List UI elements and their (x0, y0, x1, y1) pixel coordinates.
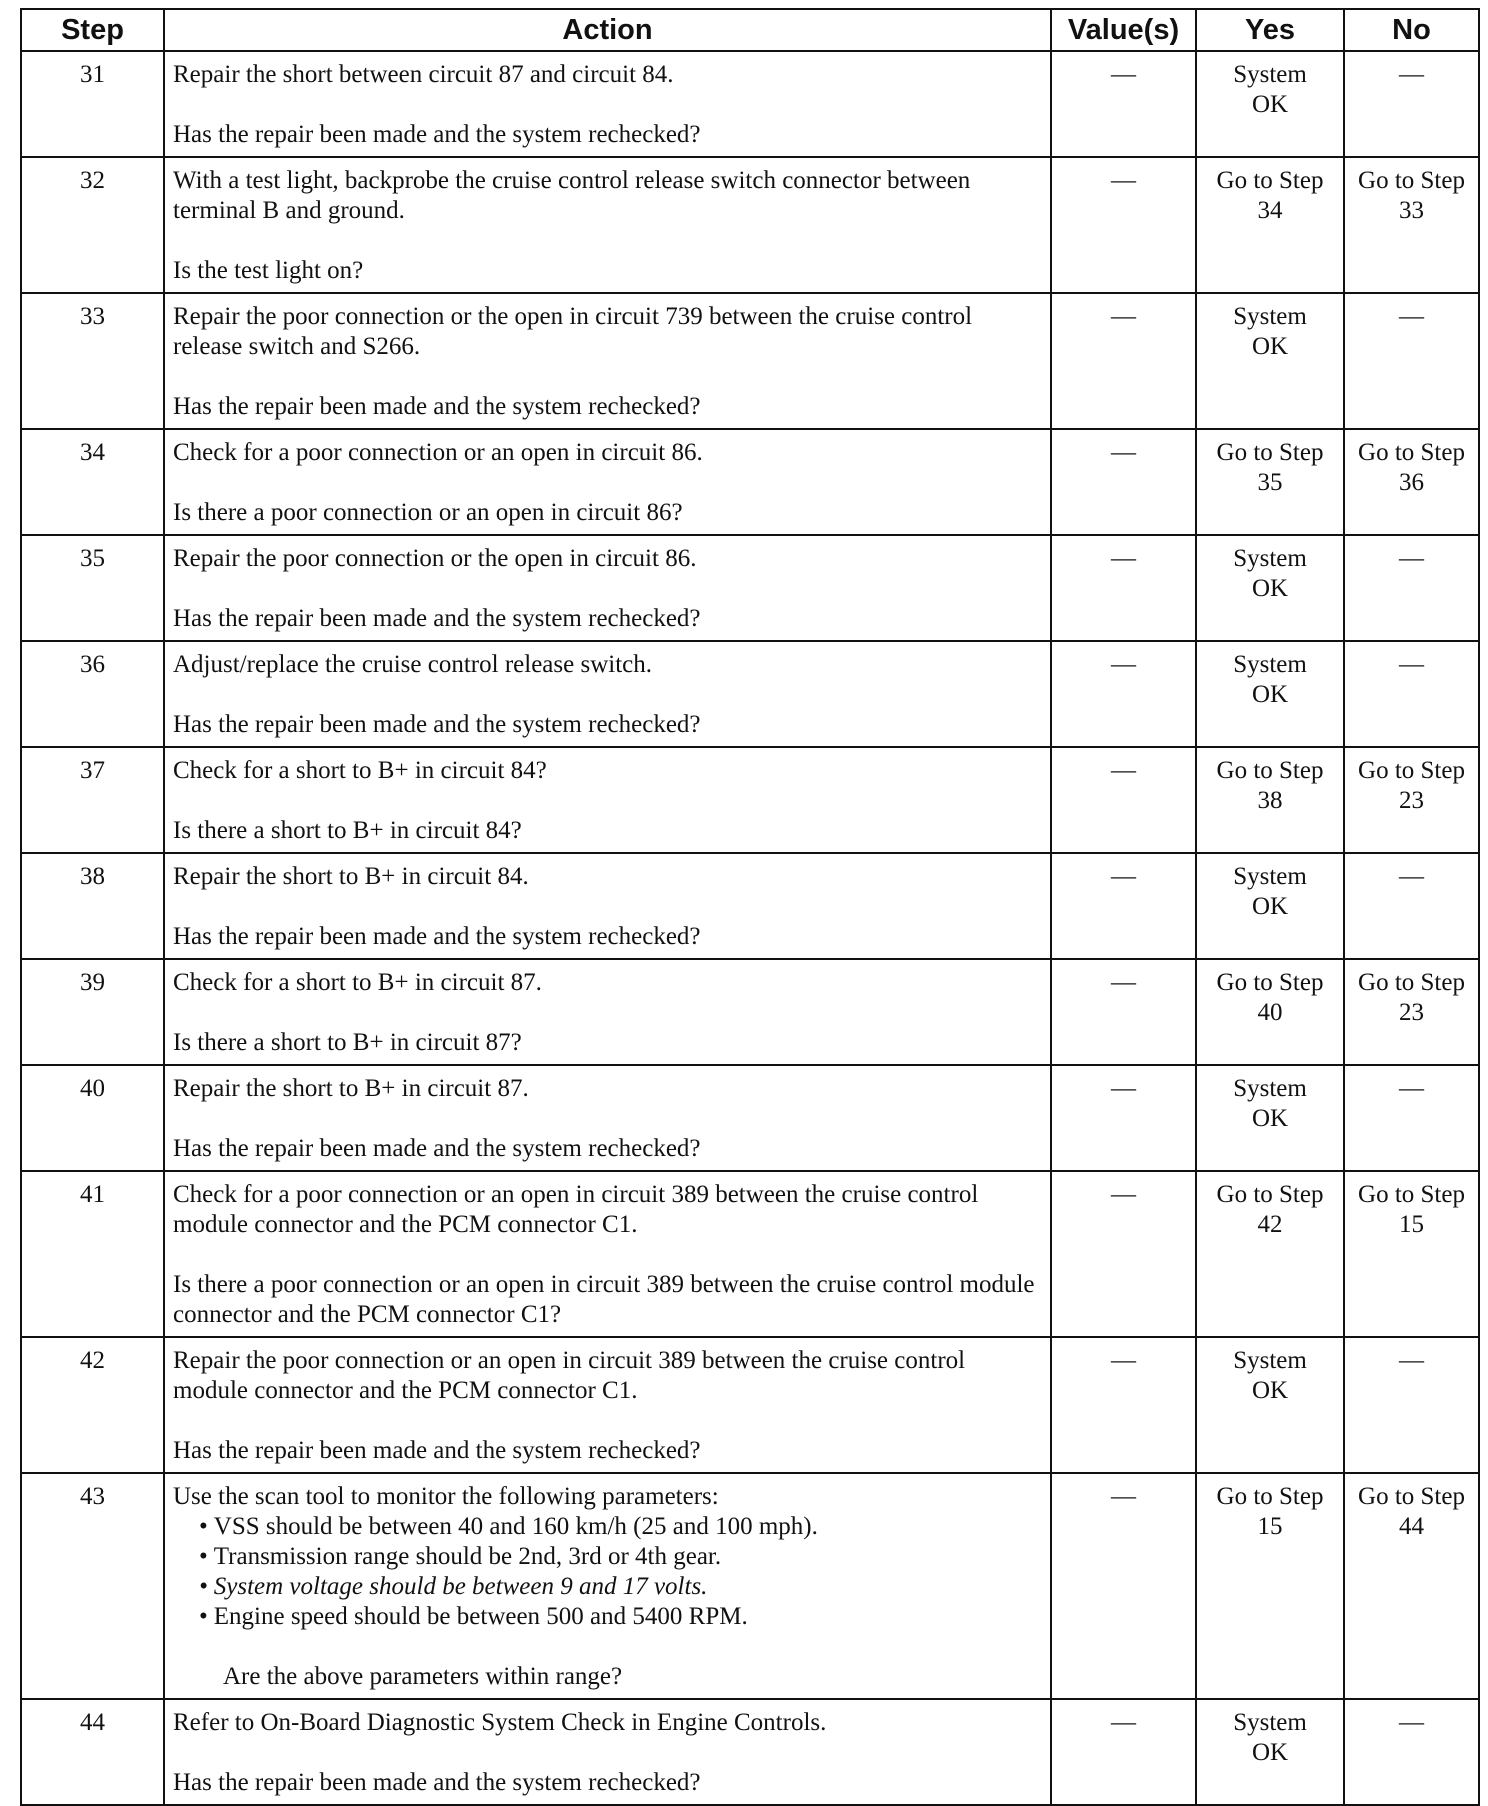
spacer (173, 1240, 1042, 1270)
spacer (173, 1104, 1042, 1134)
action-cell (164, 429, 1051, 535)
no-cell (1344, 641, 1479, 747)
yes-text: 42 (1257, 1211, 1283, 1238)
yes-cell (1196, 641, 1344, 747)
value-cell: — (1051, 641, 1196, 747)
step-number: 43 (21, 1473, 164, 1699)
yes-cell (1196, 959, 1344, 1065)
no-text: — (1399, 303, 1424, 330)
table-row (21, 747, 1479, 853)
step-number: 32 (21, 157, 164, 293)
spacer (173, 362, 1042, 392)
action-text: With a test light, backprobe the cruise control release switch connector between terminal B and ground. (173, 167, 971, 224)
header-action: Action (164, 9, 1051, 51)
no-text: — (1399, 863, 1424, 890)
yes-text: OK (1251, 575, 1289, 602)
no-text: 23 (1399, 999, 1424, 1026)
no-cell (1344, 293, 1479, 429)
question-text: Has the repair been made and the system rechecked? (173, 121, 701, 148)
yes-text: OK (1251, 681, 1289, 708)
yes-text: System (1233, 303, 1307, 330)
value-cell: — (1051, 1065, 1196, 1171)
question-text: Is the test light on? (173, 257, 364, 284)
spacer (173, 786, 1042, 816)
action-text: Repair the poor connection or an open in circuit 389 between the cruise control module connector and the PCM connector C1. (173, 1347, 966, 1404)
question-text: Has the repair been made and the system rechecked? (173, 923, 701, 950)
action-text: Repair the short between circuit 87 and circuit 84. (173, 61, 674, 88)
yes-text: System (1233, 61, 1307, 88)
no-cell (1344, 1699, 1479, 1805)
value-cell: — (1051, 1699, 1196, 1805)
no-text: Go to Step (1358, 757, 1465, 784)
table-row (21, 1473, 1479, 1699)
parameter-list (173, 1512, 1042, 1632)
no-cell (1344, 157, 1479, 293)
yes-text: System (1233, 1709, 1307, 1736)
yes-cell (1196, 1337, 1344, 1473)
yes-cell (1196, 157, 1344, 293)
yes-text: 34 (1257, 197, 1283, 224)
question-text: Are the above parameters within range? (223, 1663, 623, 1690)
no-text: — (1399, 545, 1424, 572)
no-cell (1344, 51, 1479, 157)
action-cell (164, 51, 1051, 157)
header-step: Step (21, 9, 164, 51)
yes-cell (1196, 429, 1344, 535)
action-cell (164, 1337, 1051, 1473)
header-row (21, 9, 1479, 51)
yes-cell (1196, 1171, 1344, 1337)
table-body (21, 51, 1479, 1805)
no-cell (1344, 429, 1479, 535)
value-cell: — (1051, 853, 1196, 959)
spacer (173, 892, 1042, 922)
action-cell (164, 1065, 1051, 1171)
action-text: Refer to On-Board Diagnostic System Check in Engine Controls. (173, 1709, 827, 1736)
step-number: 31 (21, 51, 164, 157)
action-text: Use the scan tool to monitor the following parameters: (173, 1483, 719, 1510)
no-cell (1344, 1065, 1479, 1171)
table-row (21, 51, 1479, 157)
no-text: 15 (1399, 1211, 1424, 1238)
value-cell: — (1051, 293, 1196, 429)
value-cell: — (1051, 535, 1196, 641)
question-text: Is there a short to B+ in circuit 84? (173, 817, 522, 844)
value-cell: — (1051, 429, 1196, 535)
question-text: Is there a poor connection or an open in circuit 86? (173, 499, 683, 526)
no-text: Go to Step (1358, 439, 1465, 466)
spacer (173, 1406, 1042, 1436)
yes-text: Go to Step (1216, 969, 1324, 996)
action-text: Repair the poor connection or the open in circuit 86. (173, 545, 697, 572)
step-number: 33 (21, 293, 164, 429)
parameter-item: • System voltage should be between 9 and 17 volts. (199, 1572, 1042, 1602)
table-row (21, 429, 1479, 535)
spacer (173, 1632, 1042, 1662)
action-text: Repair the short to B+ in circuit 84. (173, 863, 529, 890)
table-row (21, 1171, 1479, 1337)
step-number: 44 (21, 1699, 164, 1805)
action-cell (164, 641, 1051, 747)
yes-text: System (1233, 1075, 1307, 1102)
yes-text: OK (1251, 1105, 1289, 1132)
step-number: 39 (21, 959, 164, 1065)
action-cell (164, 853, 1051, 959)
no-text: — (1399, 1347, 1424, 1374)
action-text: Check for a short to B+ in circuit 84? (173, 757, 547, 784)
yes-text: 15 (1257, 1513, 1283, 1540)
question-text: Has the repair been made and the system rechecked? (173, 711, 701, 738)
step-number: 37 (21, 747, 164, 853)
action-cell (164, 1473, 1051, 1699)
parameter-item: • Engine speed should be between 500 and 5400 RPM. (199, 1602, 1042, 1632)
yes-text: Go to Step (1216, 757, 1324, 784)
yes-text: OK (1251, 1739, 1289, 1766)
action-text: Check for a poor connection or an open in circuit 86. (173, 439, 703, 466)
no-text: Go to Step (1358, 969, 1465, 996)
spacer (173, 998, 1042, 1028)
yes-text: System (1233, 1347, 1307, 1374)
table-row (21, 853, 1479, 959)
no-cell (1344, 747, 1479, 853)
table-row (21, 535, 1479, 641)
header-values: Value(s) (1051, 9, 1196, 51)
header-yes: Yes (1196, 9, 1344, 51)
action-cell (164, 747, 1051, 853)
yes-cell (1196, 51, 1344, 157)
value-cell: — (1051, 51, 1196, 157)
value-cell: — (1051, 1171, 1196, 1337)
yes-text: Go to Step (1216, 1483, 1324, 1510)
table-row (21, 1337, 1479, 1473)
no-text: Go to Step (1358, 1181, 1465, 1208)
spacer (173, 680, 1042, 710)
spacer (173, 90, 1042, 120)
value-cell: — (1051, 157, 1196, 293)
action-text: Adjust/replace the cruise control release switch. (173, 651, 652, 678)
yes-cell (1196, 1065, 1344, 1171)
step-number: 41 (21, 1171, 164, 1337)
no-cell (1344, 1337, 1479, 1473)
yes-text: OK (1251, 1377, 1289, 1404)
action-cell (164, 1699, 1051, 1805)
parameter-item: • Transmission range should be 2nd, 3rd or 4th gear. (199, 1542, 1042, 1572)
table-row (21, 1699, 1479, 1805)
value-cell: — (1051, 747, 1196, 853)
yes-text: Go to Step (1216, 439, 1324, 466)
value-cell: — (1051, 959, 1196, 1065)
action-cell (164, 535, 1051, 641)
no-text: 33 (1399, 197, 1424, 224)
parameter-item: • VSS should be between 40 and 160 km/h (25 and 100 mph). (199, 1512, 1042, 1542)
yes-text: OK (1251, 333, 1289, 360)
step-number: 42 (21, 1337, 164, 1473)
no-cell (1344, 1473, 1479, 1699)
table-row (21, 959, 1479, 1065)
yes-text: 40 (1257, 999, 1283, 1026)
yes-text: 38 (1257, 787, 1283, 814)
action-cell (164, 1171, 1051, 1337)
yes-text: OK (1251, 91, 1289, 118)
question-text: Has the repair been made and the system rechecked? (173, 1437, 701, 1464)
table-row (21, 1065, 1479, 1171)
action-cell (164, 157, 1051, 293)
table-row (21, 293, 1479, 429)
action-text: Check for a poor connection or an open in circuit 389 between the cruise control module connector and the PCM connector C1. (173, 1181, 979, 1238)
step-number: 40 (21, 1065, 164, 1171)
yes-cell (1196, 1473, 1344, 1699)
no-text: 36 (1399, 469, 1424, 496)
action-cell (164, 293, 1051, 429)
step-number: 34 (21, 429, 164, 535)
yes-text: 35 (1257, 469, 1283, 496)
table-row (21, 641, 1479, 747)
no-text: — (1399, 61, 1424, 88)
table-row (21, 157, 1479, 293)
no-text: — (1399, 651, 1424, 678)
no-cell (1344, 853, 1479, 959)
no-cell (1344, 959, 1479, 1065)
no-text: — (1399, 1075, 1424, 1102)
no-text: Go to Step (1358, 1483, 1465, 1510)
value-cell: — (1051, 1473, 1196, 1699)
yes-text: System (1233, 651, 1307, 678)
question-text: Is there a short to B+ in circuit 87? (173, 1029, 522, 1056)
action-cell (164, 959, 1051, 1065)
yes-text: System (1233, 545, 1307, 572)
action-text: Repair the poor connection or the open in circuit 739 between the cruise control release switch and S266. (173, 303, 973, 360)
no-text: 44 (1399, 1513, 1424, 1540)
action-text: Repair the short to B+ in circuit 87. (173, 1075, 529, 1102)
spacer (173, 226, 1042, 256)
step-number: 38 (21, 853, 164, 959)
no-text: 23 (1399, 787, 1424, 814)
value-cell: — (1051, 1337, 1196, 1473)
question-text: Has the repair been made and the system rechecked? (173, 1135, 701, 1162)
no-cell (1344, 1171, 1479, 1337)
question-text: Is there a poor connection or an open in circuit 389 between the cruise control module connector and the PCM connector C1? (173, 1271, 1035, 1328)
yes-cell (1196, 853, 1344, 959)
no-text: — (1399, 1709, 1424, 1736)
no-text: Go to Step (1358, 167, 1465, 194)
spacer (173, 468, 1042, 498)
yes-cell (1196, 535, 1344, 641)
yes-text: Go to Step (1216, 1181, 1324, 1208)
yes-text: System (1233, 863, 1307, 890)
spacer (173, 574, 1042, 604)
step-number: 35 (21, 535, 164, 641)
action-text: Check for a short to B+ in circuit 87. (173, 969, 542, 996)
question-text: Has the repair been made and the system rechecked? (173, 393, 701, 420)
header-no: No (1344, 9, 1479, 51)
yes-cell (1196, 293, 1344, 429)
diagnostic-table (20, 8, 1480, 1806)
yes-cell (1196, 747, 1344, 853)
spacer (173, 1738, 1042, 1768)
step-number: 36 (21, 641, 164, 747)
yes-cell (1196, 1699, 1344, 1805)
yes-text: Go to Step (1216, 167, 1324, 194)
yes-text: OK (1251, 893, 1289, 920)
question-text: Has the repair been made and the system rechecked? (173, 605, 701, 632)
no-cell (1344, 535, 1479, 641)
question-text: Has the repair been made and the system rechecked? (173, 1769, 701, 1796)
